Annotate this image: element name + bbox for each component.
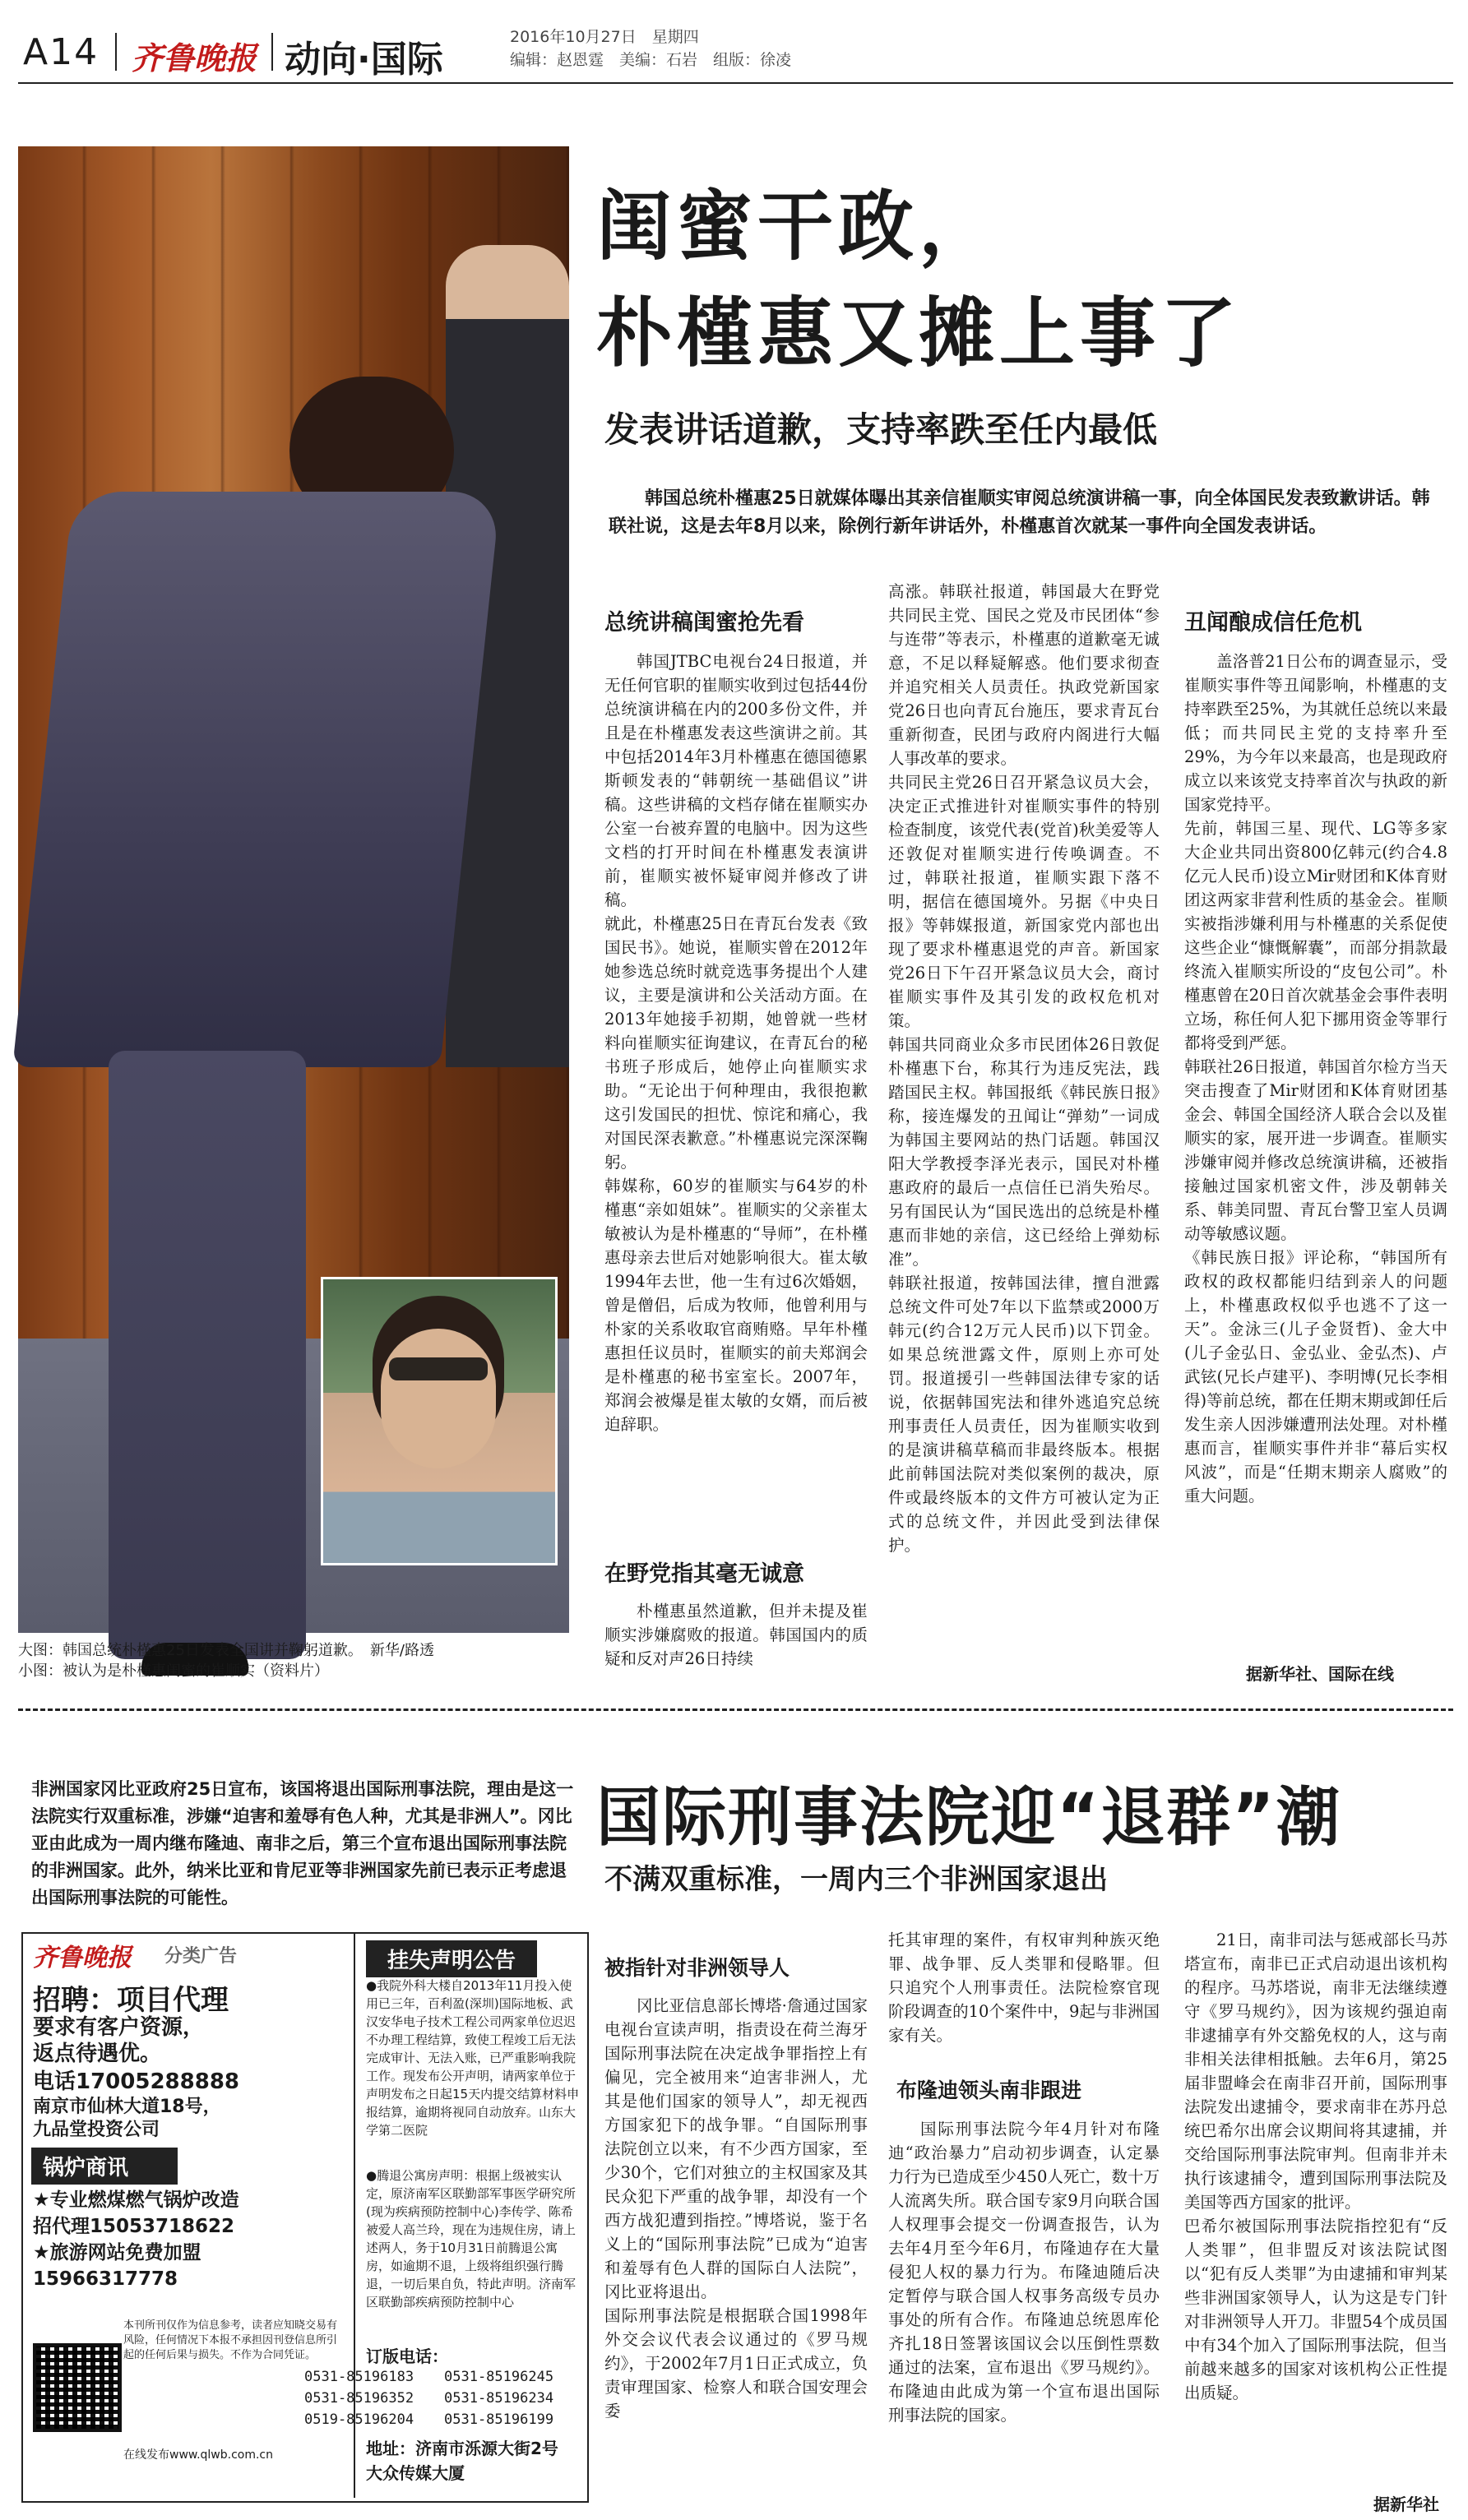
story2-headline: 国际刑事法院迎“退群”潮 [596, 1781, 1342, 1855]
editors-credit: 编辑：赵恩霆 美编：石岩 组版：徐凌 [510, 51, 792, 69]
paper-name-logo: 齐鲁晚报 [132, 39, 257, 76]
body-col2: 高涨。韩联社报道，韩国最大在野党共同民主党、国民之党及市民团体“参与连带”等表示，朴槿惠的道歉毫无诚意，不足以释疑解惑。他们要求彻查并追究相关人员责任。执政党新国家党26日也向青瓦台施压，要求青瓦台重新彻查，民团与政府内阁进行大幅人事改革的要求。 共同民主党26日召开紧急议员大会，决定正式推进针对崔顺实事件的特别检查制度，该党代表(党首)秋美爱等人还敦促对崔顺实进行传唤调查。不过，韩联社报道，崔顺实跟下落不明，据信在德国境外。另据《中央日报》等韩媒报道，新国家党内部也出现了要求朴槿惠退党的声音。新国家党26日下午召开紧急议员大会，商讨崔顺实事件及其引发的政权危机对策。 韩国共同商业众多市民团体26日敦促朴槿惠下台，称其行为违反宪法，践踏国民主权。韩国报纸《韩民族日报》称，接连爆发的丑闻让“弹劾”一词成为韩国主要网站的热门话题。韩国汉阳大学教授李泽光表示，国民对朴槿惠政府的最后一点信任已消失殆尽。另有国民认为“国民选出的总统是朴槿惠而非她的亲信，这已经给上弹劾标准”。 韩联社报道，按韩国法律，擅自泄露总统文件可处7年以下监禁或2000万韩元(约合12万元人民币)以下罚金。如果总统泄露文件，原则上亦可处罚。报道援引一些韩国法律专家的话说，依据韩国宪法和律外逃追究总统刑事责任人员责任，因为崔顺实收到的是演讲稿草稿而非最终版本。根据此前韩国法院对类似案例的裁决，原件或最终版本的文件方可被认定为正式的总统文件，并因此受到法律保护。 [888, 582, 1160, 1555]
boiler-item3: ★旅游网站免费加盟 [33, 2242, 201, 2263]
order-phones [304, 2366, 584, 2430]
boiler-item4: 15966317778 [33, 2268, 178, 2290]
order-phone[interactable]: 0531-85196199 [444, 2411, 554, 2428]
section-name: 动向·国际 [285, 39, 443, 81]
order-phone[interactable]: 0531-85196352 [304, 2390, 414, 2407]
page-number: A14 [23, 31, 100, 73]
classifieds-brand: 齐鲁晚报 [33, 1944, 132, 1972]
subheadline: 发表讲话道歉，支持率跌至任内最低 [604, 409, 1158, 450]
story2-subhead-col1: 被指针对非洲领导人 [604, 1956, 790, 1980]
bowing-figure-trousers [109, 1051, 306, 1659]
bowing-figure-jacket [12, 492, 501, 1067]
body-col1b: 朴槿惠虽然道歉，但并未提及崔顺实涉嫌腐败的报道。韩国国内的质疑和反对声26日持续 [604, 1602, 868, 1668]
order-label: 订版电话： [366, 2347, 448, 2366]
byline-story2: 据新华社 [1373, 2495, 1439, 2514]
recruit-text2: 返点待遇优。 [33, 2041, 162, 2066]
lost-notice-item2: ●腾退公寓房声明：根据上级被实认定，原济南军区联勤部军事医学研究所(现为疾病预防控制中心)李传学、陈希被爱人高兰玲，现在为违规住房，请上述两人，务于10月31日前腾退公寓房，如逾期不退，上级将组织强行腾退，一切后果自负，特此声明。济南军区联勤部疾病预防控制中心 [366, 2168, 577, 2310]
header-rule [18, 82, 1453, 84]
recruit-phone: 电话17005288888 [33, 2069, 239, 2094]
boiler-item1: ★专业燃煤燃气锅炉改造 [33, 2189, 239, 2211]
qr-code[interactable] [33, 2343, 122, 2432]
story2-body-col3: 21日，南非司法与惩戒部长马苏塔宣布，南非已正式启动退出该机构的程序。马苏塔说，南非无法继续遵守《罗马规约》，因为该规约强迫南非逮捕享有外交豁免权的人，这与南非相关法律相抵触。去年6月，第25届非盟峰会在南非召开前，国际刑事法院发出逮捕令，要求南非在苏丹总统巴希尔出席会议期间将其逮捕，并交给国际刑事法院审判。但南非并未执行该逮捕令，遭到国际刑事法院及美国等西方国家的批评。 巴希尔被国际刑事法院指控犯有“反人类罪”，但非盟反对该法院试图以“犯有反人类罪”为由逮捕和审判某些非洲国家领导人，认为这是专门针对非洲领导人开刀。非盟54个成员国中有34个加入了国际刑事法院，但当前越来越多的国家对该机构公正性提出质疑。 [1184, 1930, 1447, 2402]
qr-site: 在线发布www.qlwb.com.cn [123, 2448, 273, 2462]
issue-date: 2016年10月27日 星期四 [510, 28, 699, 46]
body-col1: 韩国JTBC电视台24日报道，并无任何官职的崔顺实收到过包括44份总统演讲稿在内的200多份文件，并且是在朴槿惠发表这些演讲之前。其中包括2014年3月朴槿惠在德国德累斯顿发表的“韩朝统一基础倡议”讲稿。这些讲稿的文档存储在崔顺实办公室一台被弃置的电脑中。因为这些文档的打开时间在朴槿惠发表演讲前，崔顺实被怀疑审阅并修改了讲稿。 就此，朴槿惠25日在青瓦台发表《致国民书》。她说，崔顺实曾在2012年她参选总统时就竞选事务提出个人建议，主要是演讲和公关活动方面。在2013年她接手初期，她曾就一些材料向崔顺实征询建议，在青瓦台的秘书班子形成后，她停止向崔顺实求助。“无论出于何种理由，我很抱歉这引发国民的担忧、惊诧和痛心，我对国民深表歉意。”朴槿惠说完深深鞠躬。 韩媒称，60岁的崔顺实与64岁的朴槿惠“亲如姐妹”。崔顺实的父亲崔太敏被认为是朴槿惠的“导师”，在朴槿惠母亲去世后对她影响很大。崔太敏1994年去世，他一生有过6次婚姻，曾是僧侣，后成为牧师，他曾利用与朴家的关系收取官商贿赂。早年朴槿惠担任议员时，崔顺实的前夫郑润会是朴槿惠的秘书室室长。2007年，郑润会被爆是崔太敏的女婿，而后被迫辞职。 [604, 652, 868, 1434]
story2-body-col1: 冈比亚信息部长博塔·詹通过国家电视台宣读声明，指责设在荷兰海牙国际刑事法院在决定战争罪指控上有偏见，完全被用来“迫害非洲人，尤其是他们国家的领导人”，却无视西方国家犯下的战争罪。“自国际刑事法院创立以来，有不少西方国家，至少30个，它们对独立的主权国家及其民众犯下严重的战争罪，却没有一个西方战犯遭到指控。”博塔说，鉴于名义上的“国际刑事法院”已成为“迫害和羞辱有色人群的国际白人法院”，冈比亚将退出。 国际刑事法院是根据联合国1998年外交会议代表会议通过的《罗马规约》，于2002年7月1日正式成立，负责审理国家、检察人和联合国安理会委 [604, 1996, 868, 2421]
boiler-tag: 锅炉商讯 [31, 2148, 178, 2185]
recruit-title: 招聘：项目代理 [33, 1984, 229, 2017]
recruit-address1: 南京市仙林大道18号， [33, 2097, 221, 2117]
story2-subhead-col2: 布隆迪领头南非跟进 [896, 2078, 1082, 2102]
story2-body-col2b: 国际刑事法院今年4月针对布隆迪“政治暴力”启动初步调查，认定暴力行为已造成至少450人死亡，数十万人流离失所。联合国专家9月向联合国人权理事会提交一份调查报告，认为去年4月至今年6月，布隆迪存在大量侵犯人权的暴力行为。布隆迪随后决定暂停与联合国人权事务高级专员办事处的所有合作。布隆迪总统恩库伦齐扎18日签署该国议会以压倒性票数通过的法案，宣布退出《罗马规约》。布隆迪由此成为第一个宣布退出国际刑事法院的国家。 [888, 2120, 1160, 2425]
byline-story1: 据新华社、国际在线 [1246, 1664, 1394, 1684]
subhead-col1: 总统讲稿闺蜜抢先看 [604, 610, 804, 636]
story2-lead: 非洲国家冈比亚政府25日宣布，该国将退出国际刑事法院，理由是这一法院实行双重标准，涉嫌“迫害和羞辱有色人种，尤其是非洲人”。冈比亚由此成为一周内继布隆迪、南非之后，第三个宣布退出国际刑事法院的非洲国家。此外，纳米比亚和肯尼亚等非洲国家先前已表示正考虑退出国际刑事法院的可能性。 [31, 1779, 574, 1907]
inset-photo-choi [321, 1277, 558, 1565]
lead-paragraph: 韩国总统朴槿惠25日就媒体曝出其亲信崔顺实审阅总统演讲稿一事，向全体国民发表致歉讲话。韩联社说，这是去年8月以来，除例行新年讲话外，朴槿惠首次就某一事件向全国发表讲话。 [609, 488, 1430, 537]
lost-notice-tag: 挂失声明公告 [366, 1940, 537, 1977]
photo-caption-small: 小图：被认为是朴槿惠闺蜜的崔顺实（资料片） [18, 1662, 329, 1680]
order-phone[interactable]: 0531-85196245 [444, 2369, 554, 2385]
sunglasses [389, 1357, 488, 1380]
subhead-col1b: 在野党指其毫无诚意 [604, 1561, 804, 1587]
headline-line1: 闺蜜干政， [596, 183, 1000, 270]
recruit-text1: 要求有客户资源， [33, 2015, 205, 2040]
classifieds-address: 地址：济南市泺源大街2号 [366, 2439, 558, 2458]
lost-notice-item1: ●我院外科大楼自2013年11月投入使用已三年，百利盈(深圳)国际地板、武汉安华电子技术工程公司两家单位迟迟不办理工程结算，致使工程竣工后无法完成审计、无法入账，已严重影响我院工作。现发布公开声明，请两家单位于声明发布之日起15天内提交结算材料申报结算，逾期将视同自动放弃。山东大学第二医院 [366, 1978, 580, 2138]
classifieds-address2: 大众传媒大厦 [366, 2463, 465, 2483]
header-divider [115, 33, 117, 71]
photo-caption-large: 大图：韩国总统朴槿惠25日发表全国讲并鞠躬道歉。 新华/路透 [18, 1642, 434, 1659]
header-divider [271, 33, 273, 71]
story2-body-col2: 托其审理的案件，有权审判种族灭绝罪、战争罪、反人类罪和侵略罪。但只追究个人刑事责任。法院检察官现阶段调查的10个案件中，9起与非洲国家有关。 [888, 1930, 1160, 2045]
qr-note: 本刊所刊仅作为信息参考，读者应知晓交易有风险，任何情况下本报不承担因刊登信息所引起的任何后果与损失。不作为合同凭证。 [123, 2319, 338, 2361]
order-phone[interactable]: 0519-85196204 [304, 2411, 414, 2428]
lead-photo [18, 146, 569, 1633]
order-phone[interactable]: 0531-85196183 [304, 2369, 414, 2385]
subhead-col3: 丑闻酿成信任危机 [1184, 610, 1362, 636]
inset-face [381, 1329, 496, 1468]
headline-line2: 朴槿惠又摊上事了 [596, 289, 1242, 377]
order-phone[interactable]: 0531-85196234 [444, 2390, 554, 2407]
story-separator [18, 1709, 1453, 1711]
story2-subheadline: 不满双重标准，一周内三个非洲国家退出 [604, 1863, 1108, 1896]
classifieds-sub: 分类广告 [164, 1946, 238, 1967]
boiler-item2: 招代理15053718622 [33, 2216, 235, 2237]
body-col3: 盖洛普21日公布的调查显示，受崔顺实事件等丑闻影响，朴槿惠的支持率跌至25%，为其就任总统以来最低；而共同民主党的支持率升至29%，为今年以来最高，也是现政府成立以来该党支持率首次与执政的新国家党持平。 先前，韩国三星、现代、LG等多家大企业共同出资800亿韩元(约合4.8亿元人民币)设立Mir财团和K体育财团这两家非营利性质的基金会。崔顺实被指涉嫌利用与朴槿惠的关系促使这些企业“慷慨解囊”，而部分捐款最终流入崔顺实所设的“皮包公司”。朴槿惠曾在20日首次就基金会事件表明立场，称任何人犯下挪用资金等罪行都将受到严惩。 韩联社26日报道，韩国首尔检方当天突击搜查了Mir财团和K体育财团基金会、韩国全国经济人联合会以及崔顺实的家，展开进一步调查。崔顺实涉嫌审阅并修改总统演讲稿，还被指接触过国家机密文件，涉及朝韩关系、韩美同盟、青瓦台警卫室人员调动等敏感议题。 《韩民族日报》评论称，“韩国所有政权的政权都能归结到亲人的问题上，朴槿惠政权似乎也逃不了这一天”。金泳三(儿子金贤哲)、金大中(儿子金弘日、金弘业、金弘杰)、卢武铉(兄长卢建平)、李明博(兄长李相得)等前总统，都在任期末期或卸任后发生亲人因涉嫌遭刑法处理。对朴槿惠而言，崔顺实事件并非“幕后实权风波”，而是“任期末期亲人腐败”的重大问题。 [1184, 652, 1447, 1505]
recruit-address2: 九品堂投资公司 [33, 2120, 160, 2140]
